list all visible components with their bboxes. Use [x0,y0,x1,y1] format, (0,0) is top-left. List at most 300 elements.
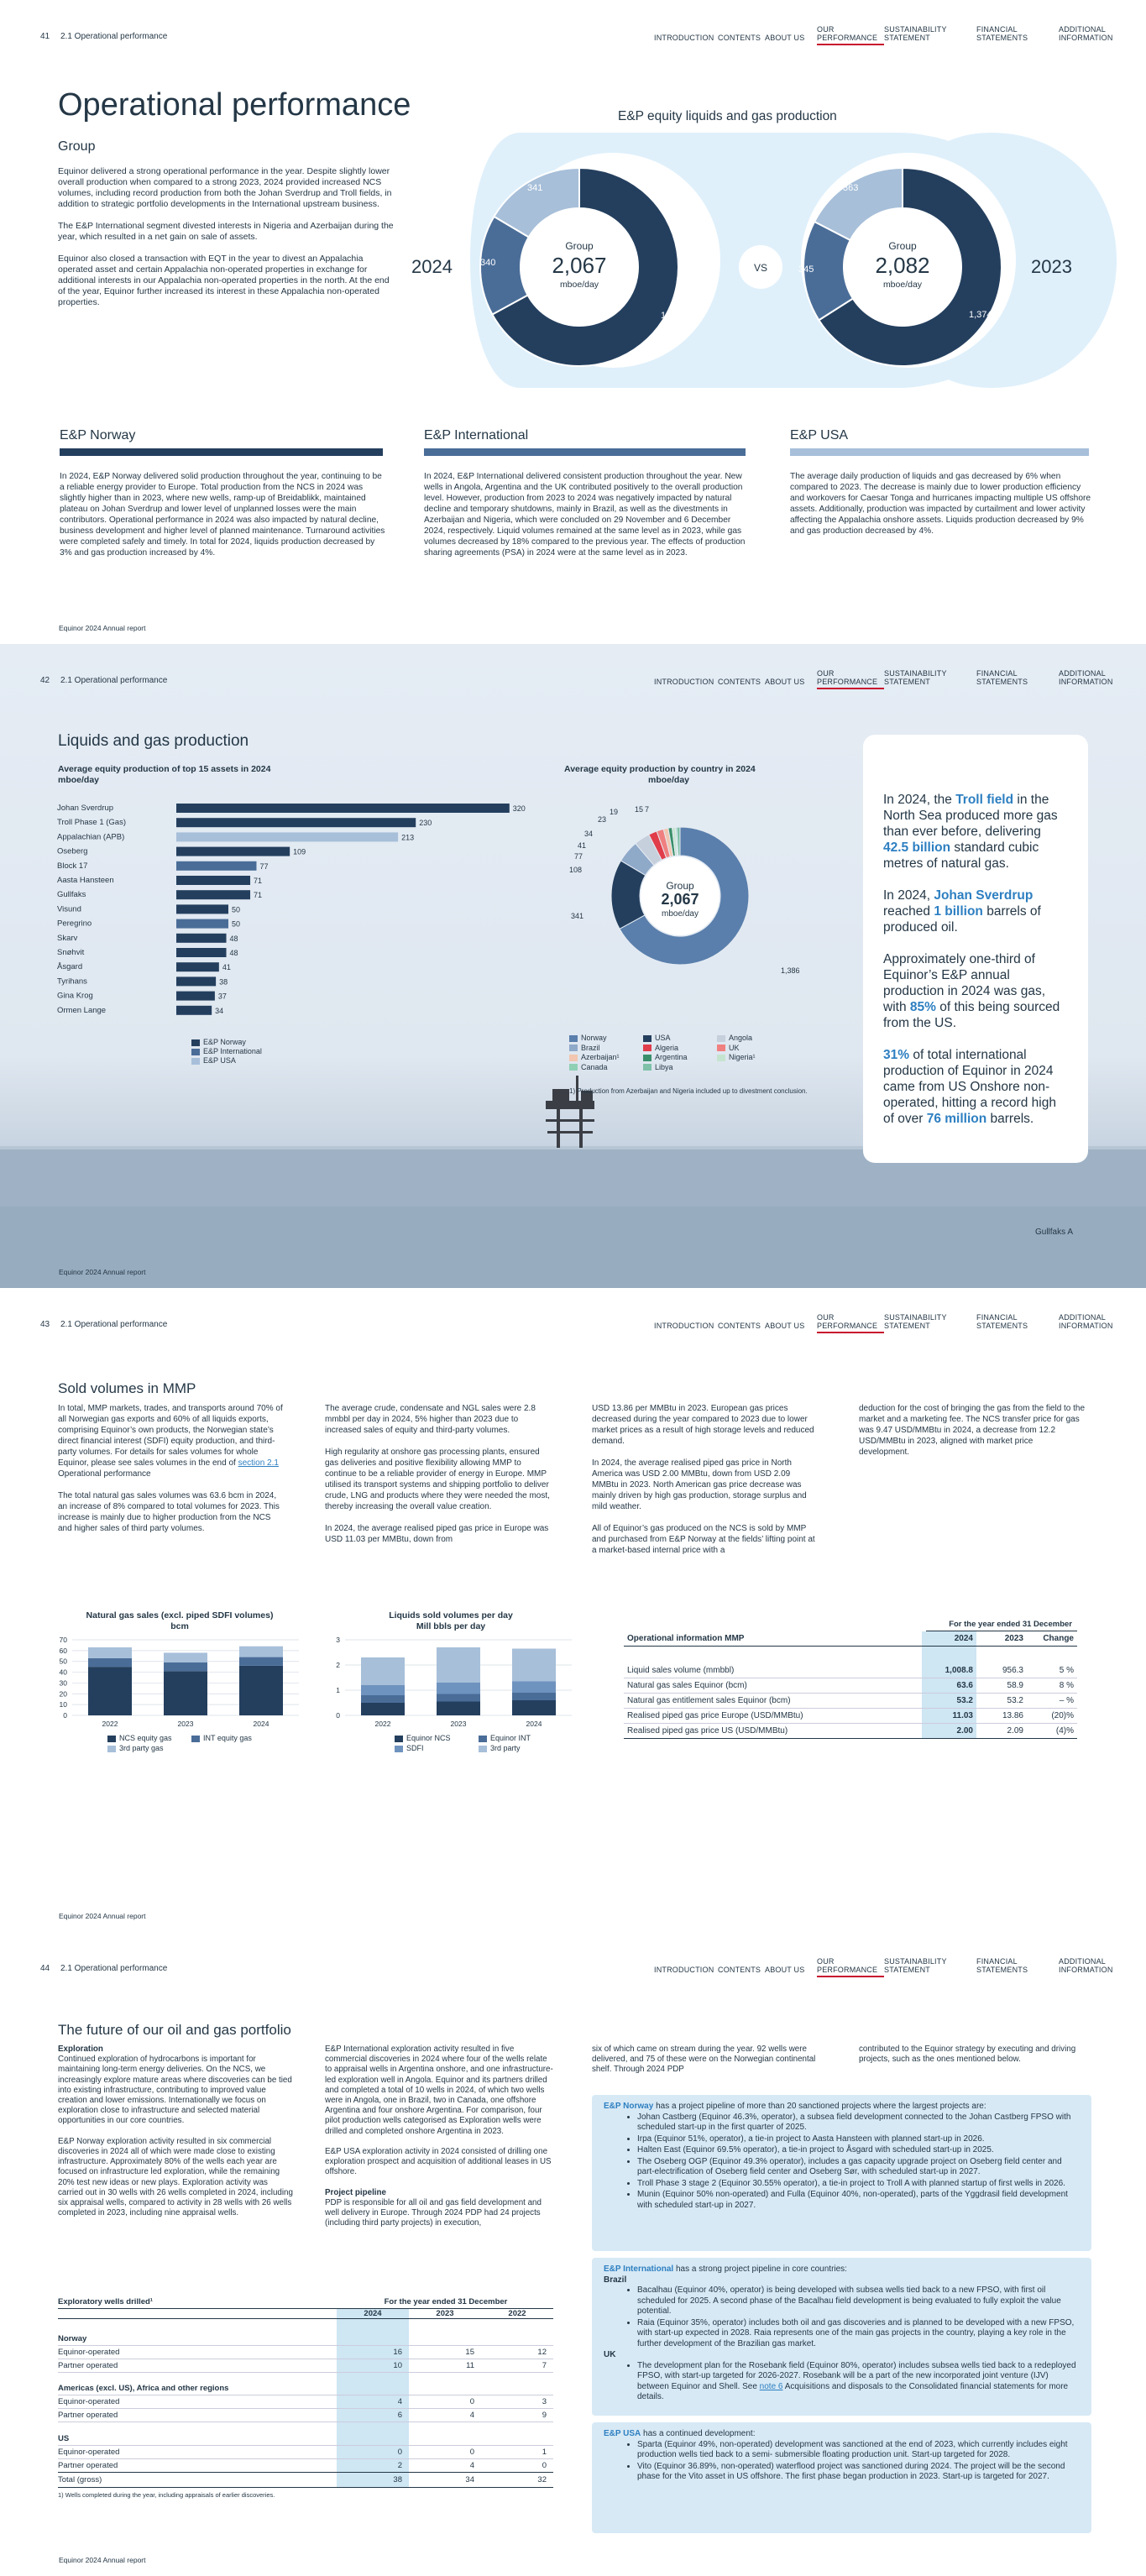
bar [176,818,416,827]
chart-title: E&P equity liquids and gas production [618,109,837,123]
country-label: UK [604,2350,616,2359]
donut-value-label: 23 [598,815,607,824]
nav-financial-statements[interactable] [976,1957,1059,1977]
y-tick-label: 60 [59,1646,67,1655]
subheading: Exploration [58,2045,103,2054]
nav-label: STATEMENTS [976,1966,1028,1974]
nav-label: SUSTAINABILITY [884,1313,947,1322]
page-43 [0,1288,1146,1932]
list-item: • Irpa (Equinor 51%, operator), a tie-in project to Aasta Hansteen with planned start-up in 2026. [637,2134,1080,2145]
legend-item [191,1047,262,1056]
bar [176,992,215,1001]
paragraph: E&P Norway exploration activity resulted in six commercial discoveries in 2024 all of which were made close to existing infrastructure. Approximately 80% of the wells each year are focused on infrastructure led exploration, while the remaining 20% test new ideas or new plays. Exploration activity was carried out in 30 wells with 26 wells completed in 2024, including six appraisal wells, compared to activity in 28 wells with 26 wells completed in 2023, including nine appraisal wells. [58,2136,293,2218]
legend-item [717,1034,791,1044]
paragraph: deduction for the cost of bringing the gas from the field to the market and a marketing fee. The NCS transfer price for gas was 9.47 USD/MMBtu in 2024, a decrease from 12.2 USD/MMBtu in 2023, aligned with market price development. [859,1404,1086,1457]
nav-additional-info[interactable] [1059,669,1121,689]
legend-swatch [717,1055,725,1061]
nav-label: ADDITIONAL [1059,1313,1107,1322]
legend-label: E&P Norway [203,1038,246,1046]
donut-value-label: 7 [645,805,650,814]
bar [176,804,510,813]
nav-label: OUR [817,669,835,678]
nav-label: SUSTAINABILITY [884,25,947,34]
legend-item: NCS equity gas [107,1733,191,1743]
bar-category-label: Skarv [57,933,78,943]
segment-heading: E&P Norway [60,428,136,442]
legend-item: Equinor INT [479,1733,563,1743]
callout-us-onshore: 31% of total international production of Equinor in 2024 came from US Onshore non-operated, hitting a record high of over 76 million barrels. [883,1048,1056,1126]
col-header: Change [1043,1634,1074,1643]
title-line: Average equity production of top 15 assets in 2024 [58,764,271,774]
page-title: Liquids and gas production [58,732,249,750]
legend-swatch [191,1049,200,1055]
footnote: 1) Production from Azerbaijan and Nigeria included up to divestment conclusion. [569,1087,808,1095]
nav-label: ADDITIONAL [1059,1957,1107,1966]
y-tick-label: 40 [59,1668,67,1677]
legend-item: SDFI [395,1743,479,1753]
nav-financial-statements[interactable] [976,1313,1059,1333]
nav-label: ADDITIONAL [1059,25,1107,34]
y-tick-label: 30 [59,1678,67,1688]
nav-additional-info[interactable] [1059,25,1121,45]
stacked-bar-segment [239,1647,283,1657]
bar-legend [191,1038,262,1065]
text-col-4: contributed to the Equinor strategy by executing and driving projects, such as the ones mentioned below. [859,2045,1076,2065]
bar [176,904,228,914]
legend-item [569,1034,643,1044]
page-header [40,1313,1121,1340]
bar-value-label: 71 [254,891,263,900]
paragraph: E&P International exploration activity resulted in five commercial discoveries in 2024 where four of the wells relate to appraisal wells in Argentina onshore, and one infrastructure-led exploration well in Angola. Equinor and its partners drilled and completed a total of 10 wells in 2024, of which two wells were in Angola, one in Brazil, two in Canada, one offshore Argentina and four onshore Argentina. For comparison, four pilot production wells categorised as Exploration wells were drilled and completed onshore Argentina in 2023. [325,2045,553,2136]
nav-sustainability[interactable] [884,1957,976,1977]
paragraph: E&P USA exploration activity in 2024 consisted of drilling one exploration prospect and acquisition of additional leases in US offshore. [325,2147,552,2177]
stacked-bar-segment [512,1700,556,1715]
label-2023-usa: 363 [843,183,859,193]
bar-category-label: Block 17 [57,861,88,871]
list-item: • The Oseberg OGP (Equinor 49.3% operator), includes a gas capacity upgrade project on Oseberg field center and part-electrification of Oseberg field center and Oseberg Sør, with scheduled start-up in 2027. [637,2157,1080,2178]
gas-chart-title: Natural gas sales (excl. piped SDFI volumes) bcm [86,1610,274,1631]
nav-label: PERFORMANCE [817,34,878,42]
top-assets-bar-chart [50,802,537,1015]
page-44 [0,1932,1146,2576]
subheading: Project pipeline [325,2187,386,2197]
y-tick-label: 70 [59,1636,67,1644]
stacked-bar-segment [361,1685,405,1695]
donut-value-label: 19 [610,808,619,816]
nav-introduction[interactable]: INTRODUCTION [654,678,714,686]
gas-sales-chart [49,1636,309,1728]
page-title: Operational performance [58,87,411,123]
project-list [637,2440,1080,2483]
bar-category-label: Aasta Hansteen [57,876,114,885]
table-row: Realised piped gas price Europe (USD/MMBtu) 11.03 13.86 (20)% [624,1708,1077,1723]
col-header: 2023 [1004,1634,1023,1643]
donut-2023-group: Group [888,240,917,252]
legend-label: USA [655,1034,671,1042]
callout-gas: Approximately one-third of Equinor’s E&P annual production in 2024 was gas, with 85% of this being sourced from the US. [883,952,1060,1030]
box-norway: E&P Norway has a project pipeline of more than 20 sanctioned projects where the largest projects are: • Johan Castberg (Equinor 46.3%, operator), a subsea field development connected to the Johan Castberg FPSO with scheduled start-up in the first quarter of 2025. • Irpa (Equinor 51%, operator), a tie-in project to Aasta Hansteen with planned start-up in 2026. • Halten East (Equinor 69.5% operator), a tie-in project to Åsgard with scheduled start-up in 2025. • The Oseberg OGP (Equinor 49.3% operator), includes a gas capacity upgrade project on Oseberg field center and part-electrification of Oseberg field center and Oseberg Sør, with scheduled start-up in 2027. • Troll Phase 3 stage 2 (Equinor 30.55% operator), a tie-in project to Troll A with planned startup of first wells in 2026. • Munin (Equinor 50% non-operated) and Fulla (Equinor 40%, non-operated), parts of the Yggdrasil field development with scheduled start-up in 2027. [592,2095,1091,2251]
y-tick-label: 3 [336,1636,340,1644]
page-title: Sold volumes in MMP [58,1380,196,1396]
donut-2023-unit: mboe/day [882,280,923,290]
group-row: Americas (excl. US), Africa and other regions [58,2382,553,2395]
nav-about-us[interactable]: ABOUT US [765,34,805,42]
legend-item [191,1038,262,1047]
nav-label: OUR [817,25,835,34]
paragraph: USD 13.86 per MMBtu in 2023. European gas prices decreased during the year compared to 2023 due to lower market prices as a result of high storage levels and reduced demand. [592,1404,814,1446]
section-link[interactable]: section 2.1 [238,1458,279,1468]
nav-label: OUR [817,1313,835,1322]
bar-category-label: Gina Krog [57,991,93,1001]
donut-value-label: 34 [584,830,594,838]
legend-label: Brazil [581,1043,600,1052]
mmp-table [624,1620,1077,1739]
col-header: Operational information MMP [627,1634,745,1643]
nav-introduction[interactable]: INTRODUCTION [654,34,714,42]
table-period: For the year ended 31 December [926,1620,1077,1631]
legend-swatch [569,1045,578,1051]
bar-value-label: 50 [232,905,241,914]
paragraph: High regularity at onshore gas processing plants, ensured gas deliveries and positive flexibility allowing MMP to continue to be a reliable provider of energy in Europe. MMP utilised its transport systems and shipping portfolio to deliver crude, LNG and products where they were needed the most, thereby increasing the overall value creation. [325,1448,550,1511]
nav-our-performance[interactable] [817,25,884,45]
donut-value-label: 108 [569,866,583,874]
group-row: US [58,2432,553,2446]
x-tick-label: 2022 [374,1720,391,1728]
legend-label: Argentina [655,1053,688,1061]
page-number: 44 [40,1964,50,1973]
table-row: Natural gas entitlement sales Equinor (bcm) 53.2 53.2 – % [624,1693,1077,1708]
x-tick-label: 2024 [526,1720,542,1728]
nav-label: PERFORMANCE [817,1966,878,1974]
donut-value-label: 15 [635,805,644,814]
country-legend [569,1034,791,1072]
title-line: mboe/day [58,775,100,785]
nav-label: ADDITIONAL [1059,669,1107,678]
segment-text: In 2024, E&P Norway delivered solid production throughout the year, continuing to be a reliable energy provider to Europe. Total production from the NCS in 2024 was slightly higher than in 2023, where new wells, ramp-up of Breidablikk, maintained plateau on Johan Sverdrup and lower level of unplanned losses were the main contributors. Operational performance in 2024 was also impacted by natural decline, business development and higher level of planned maintenance. Turnaround activities were completed safely and timely. In total for 2024, liquids production decreased by 3% and gas production increased by 4%. [60,472,385,558]
bar [176,1006,212,1015]
donut-2024-total: 2,067 [552,253,607,278]
nav-introduction[interactable]: INTRODUCTION [654,1966,714,1974]
nav-about-us[interactable]: ABOUT US [765,678,805,686]
liquids-legend [395,1733,563,1753]
bar-category-label: Gullfaks [57,890,86,900]
y-tick-label: 1 [336,1686,340,1694]
section-title: 2.1 Operational performance [60,676,168,685]
bar-category-label: Tyrihans [57,976,87,987]
nav-about-us[interactable]: ABOUT US [765,1322,805,1330]
bar-value-label: 34 [215,1006,224,1015]
legend-swatch [643,1045,651,1051]
list-item: • Sparta (Equinor 49%, non-operated) development was sanctioned at the end of 2023, which currently includes eight production wells tied back to a semi- submersible floating production unit. Start-up targeted for 2028. [637,2440,1080,2461]
nav-label: STATEMENT [884,1966,930,1974]
group-row: Norway [58,2333,553,2346]
legend-label: UK [729,1043,740,1052]
segment-heading: E&P USA [790,428,849,442]
bar-category-label: Johan Sverdrup [57,804,114,813]
nav-sustainability[interactable] [884,669,976,689]
stacked-bar-segment [437,1683,480,1694]
stacked-bar-segment [437,1702,480,1716]
label-2023-intl: 345 [798,264,814,275]
bar-category-label: Ormen Lange [57,1005,107,1015]
nav-contents[interactable]: CONTENTS [718,34,761,42]
project-list [637,2361,1080,2403]
legend-label: Algeria [655,1043,679,1052]
nav-sustainability[interactable] [884,25,976,45]
donut-2023-total: 2,082 [875,253,930,278]
section-title: 2.1 Operational performance [60,1964,168,1973]
segment-bar [424,448,746,456]
label-2024-norway: 1,386 [661,311,684,321]
project-list [637,2113,1080,2212]
nav-additional-info[interactable] [1059,1313,1121,1333]
legend-label: Azerbaijan¹ [581,1053,620,1061]
project-list [637,2285,1080,2349]
x-tick-label: 2023 [450,1720,467,1728]
legend-swatch [191,1039,200,1046]
stacked-bar-segment [164,1652,207,1662]
paragraph: PDP is responsible for all oil and gas field development and well delivery in Europe. Through 2024 PDP had 24 projects (including third party projects) in execution, [325,2198,542,2228]
segment-bar [790,448,1089,456]
legend-item: 3rd party [479,1743,563,1753]
y-tick-label: 0 [63,1711,67,1720]
list-item: • Vito (Equinor 36.89%, non-operated) waterflood project was sanctioned during 2024. The project will be the second phase for the Vito asset in US offshore. The first phase began production in 2023. Start-up is targeted for 2027. [637,2462,1080,2483]
paragraph: In 2024, the average realised piped gas price in Europe was USD 11.03 per MMBtu, down from [325,1524,549,1544]
legend-swatch [569,1055,578,1061]
table-period: For the year ended 31 December [384,2297,508,2306]
nav-label: STATEMENT [884,1322,930,1330]
total-row: Total (gross) 38 34 32 [58,2472,553,2487]
wells-table [58,2297,553,2499]
bar [176,876,250,885]
legend-item: 3rd party gas [107,1743,191,1753]
nav-label: INFORMATION [1059,1966,1113,1974]
bar-value-label: 109 [293,847,306,856]
legend-item [569,1053,643,1063]
bar [176,948,227,957]
vs-label: VS [753,262,768,274]
nav-sustainability[interactable] [884,1313,976,1333]
table-note: 1) Wells completed during the year, including appraisals of earlier discoveries. [58,2490,275,2499]
donut-2024-unit: mboe/day [559,280,599,290]
paragraph: In 2024, the average realised piped gas price in North America was USD 2.00 MMBtu, down from USD 2.09 MMBtu in 2023. North American gas price decrease was mainly driven by high gas production, storage surplus and mild weather. [592,1458,807,1511]
bar [176,832,398,841]
nav-label: FINANCIAL [976,1313,1018,1322]
list-item: • Munin (Equinor 50% non-operated) and Fulla (Equinor 40%, non-operated), parts of the Yggdrasil field development with scheduled start-up in 2027. [637,2190,1080,2211]
text-col-2 [325,2045,556,2229]
top-nav [654,1957,1121,1977]
legend-swatch [643,1055,651,1061]
list-item: • The development plan for the Rosebank field (Equinor 80%, operator) includes subsea wells tied back to a redeployed FPSO, with start-up targeted for 2026-2027. Rosebank will be a part of the new incorporated joint venture (IJV) between Equinor and Shell. See note 6 Acquisitions and disposals to the Consolidated financial statements for more details. [637,2361,1080,2403]
section-title: 2.1 Operational performance [60,1320,168,1329]
group-paragraph: Equinor also closed a transaction with EQT in the year to divest an Appalachia operated asset and certain Appalachia non-operated properties in exchange for additional interests in our Appalachia non-operated properties in the north. At the end of the year, Equinor further increased its interest in these Appalachia non-operated properties. [58,254,390,307]
donut-center-unit: mboe/day [662,909,699,919]
donut-center-label: Group [666,880,694,892]
y-tick-label: 20 [59,1689,67,1699]
footer: Equinor 2024 Annual report [59,624,146,632]
nav-contents[interactable]: CONTENTS [718,678,761,686]
stacked-bar-segment [512,1693,556,1700]
stacked-bar-segment [88,1647,132,1658]
page-42 [0,644,1146,1288]
label-2024-usa: 341 [527,183,543,193]
table-row: Equinor-operated 0 0 1 [58,2445,553,2458]
list-item: • Raia (Equinor 35%, operator) includes both oil and gas discoveries and is planned to be developed with a new FPSO, with start-up expected in 2028. Raia represents one of the main gas projects in the country, playing a key role in the further development of the Brazilian gas market. [637,2318,1080,2350]
stacked-bar-segment [239,1666,283,1715]
country-label: Brazil [604,2275,627,2285]
top-nav [654,669,1121,689]
nav-label: SUSTAINABILITY [884,1957,947,1966]
segment-text: In 2024, E&P International delivered consistent production throughout the year. New wells in Angola, Argentina and the UK contributed positively to the overall production level. However, production from 2023 to 2024 was negatively impacted by natural decline and temporary shutdowns, mainly in Brazil, as well as the divestments in Azerbaijan and Nigeria, which were concluded on 29 November and 6 December 2024, respectively. Liquid volumes remained at the same level as in 2023, while gas volumes decreased by 18% compared to the previous year. The effects of production sharing agreements (PSA) in 2024 were at the same level as in 2023. [424,472,746,558]
legend-item [643,1044,717,1054]
nav-label: INFORMATION [1059,34,1113,42]
group-text [58,166,394,308]
stacked-bar-segment [512,1682,556,1694]
nav-additional-info[interactable] [1059,1957,1121,1977]
legend-item [717,1044,791,1054]
label-2024-intl: 340 [480,258,496,268]
nav-label: INFORMATION [1059,678,1113,686]
table-row: Equinor-operated 16 15 12 [58,2345,553,2359]
top-nav [654,1313,1121,1333]
title-line: mboe/day [648,775,690,785]
year-2024-label: 2024 [411,256,453,277]
stacked-bar-segment [239,1657,283,1666]
text-col-3: six of which came on stream during the year. 92 wells were delivered, and 75 of these were on the Norwegian continental shelf. Through 2024 PDP [592,2045,816,2075]
stacked-bar-segment [88,1667,132,1715]
page-header [40,25,1121,52]
nav-contents[interactable]: CONTENTS [718,1322,761,1330]
table-header [624,1631,1077,1647]
legend-label: E&P International [203,1047,262,1055]
legend-label: Nigeria¹ [729,1053,756,1061]
bar [176,919,228,929]
legend-swatch [643,1064,651,1071]
nav-financial-statements[interactable] [976,669,1059,689]
nav-our-performance[interactable] [817,1313,884,1333]
callout-sverdrup: In 2024, Johan Sverdrup reached 1 billion barrels of produced oil. [883,888,1041,935]
page-41 [0,0,1146,644]
y-tick-label: 2 [336,1661,340,1669]
bar [176,847,290,856]
nav-label: STATEMENTS [976,678,1028,686]
bar [176,962,219,971]
bar [176,976,216,986]
segment-text: The average daily production of liquids and gas decreased by 6% when compared to 2023. The decrease is mainly due to lower production efficiency and workovers for Caesar Tonga and hurricanes impacting multiple US offshore assets. Additionally, production was impacted by curtailment and lower activity affecting the Appalachia onshore assets. Liquids production decreased by 9% and gas production decreased by 4%. [790,472,1091,536]
legend-label: Angola [729,1034,753,1042]
stacked-bar-segment [164,1662,207,1671]
bar-value-label: 50 [232,919,241,929]
page-header [40,1957,1121,1984]
legend-item [643,1063,717,1073]
list-item: • Johan Castberg (Equinor 46.3%, operator), a subsea field development connected to the Johan Castberg FPSO with scheduled start-up in the first quarter of 2025. [637,2113,1080,2134]
paragraph: Continued exploration of hydrocarbons is important for maintaining long-term energy deliveries. On the NCS, we increasingly explore mature areas where discoveries can be tied into existing infrastructure, contributing to improved value creation and lower emissions. Internationally we focus on exploration close to infrastructure and selected material opportunities in our core countries. [58,2055,292,2126]
nav-our-performance[interactable] [817,669,884,689]
legend-swatch [191,1058,200,1065]
bar-category-label: Visund [57,904,81,914]
bar [176,890,250,899]
bar-value-label: 48 [229,949,238,957]
legend-swatch [643,1035,651,1042]
callout-troll: In 2024, the Troll field in the North Sea produced more gas than ever before, delivering 42.5 billion standard cubic metres of natural gas. [883,793,1058,871]
table-row: Natural gas sales Equinor (bcm) 63.6 58.9 8 % [624,1678,1077,1693]
legend-item [717,1053,791,1063]
page-number: 42 [40,676,50,685]
nav-label: STATEMENT [884,678,930,686]
spacer-row [624,1647,1077,1663]
stacked-bar-segment [361,1695,405,1703]
donut-center-total: 2,067 [661,891,699,908]
stacked-bar-segment [437,1694,480,1702]
legend-item: INT equity gas [191,1733,275,1743]
callout-panel [863,735,1088,1163]
paragraph: The total natural gas sales volumes was 63.6 bcm in 2024, an increase of 8% compared to total volumes for 2023. This increase is mainly due to higher production from the NCS and higher sales of third party volumes. [58,1491,280,1533]
text-col-1 [58,2045,293,2218]
y-tick-label: 0 [336,1711,340,1720]
donut-value-label: 41 [578,841,587,850]
legend-item [569,1063,643,1073]
group-paragraph: The E&P International segment divested interests in Nigeria and Azerbaijan during the year, which resulted in a net gain on sale of assets. [58,221,394,242]
note-link[interactable]: note 6 [759,2381,783,2391]
nav-label: STATEMENTS [976,34,1028,42]
text-col-1 [58,1403,285,1534]
table-header: 2024 2023 2022 [58,2309,553,2319]
group-paragraph: Equinor delivered a strong operational performance in the year. Despite slightly lower overall production when compared to a strong 2023, 2024 provided increased NCS volumes, including record production from both the Johan Sverdrup and Troll fields, in addition to strategic portfolio developments in the International upstream business. [58,166,392,209]
table-title: Exploratory wells drilled¹ [58,2297,153,2306]
photo-caption: Gullfaks A [1035,1228,1074,1237]
nav-about-us[interactable]: ABOUT US [765,1966,805,1974]
table-row: Realised piped gas price US (USD/MMBtu) 2.00 2.09 (4)% [624,1723,1077,1738]
bar-category-label: Snøhvit [57,948,85,957]
nav-introduction[interactable]: INTRODUCTION [654,1322,714,1330]
bar-category-label: Troll Phase 1 (Gas) [57,818,127,828]
legend-item [191,1056,262,1065]
nav-contents[interactable]: CONTENTS [718,1966,761,1974]
paragraph: All of Equinor’s gas produced on the NCS is sold by MMP and purchased from E&P Norway at the fields’ lifting point at a market-based internal price with a [592,1524,815,1555]
gas-legend [107,1733,275,1753]
text-col-4 [859,1403,1086,1458]
box-international: E&P International has a strong project pipeline in core countries: Brazil • Bacalhau (Equinor 40%, operator) is being developed with subsea wells tied back to a new FPSO, with first oil scheduled for 2025. A second phase of the Bacalhau field development is being evaluated to fully exploit the value potential. • Raia (Equinor 35%, operator) includes both oil and gas discoveries and is planned to be developed with a new FPSO, with start-up expected in 2028. Raia represents one of the main gas projects in the country, playing a key role in the further development of the Brazilian gas market. UK • The development plan for the Rosebank field (Equinor 80%, operator) includes subsea wells tied back to a redeployed FPSO, with start-up targeted for 2026-2027. Rosebank will be a part of the new incorporated joint venture (IJV) between Equinor and Shell. See note 6 Acquisitions and disposals to the Consolidated financial statements for more details. [592,2258,1091,2416]
page-title: The future of our oil and gas portfolio [58,2022,291,2038]
donut-value-label: 77 [574,852,583,861]
x-tick-label: 2024 [253,1720,269,1728]
segment-heading: E&P International [424,428,529,442]
donut-chart-title [564,764,756,786]
nav-label: STATEMENT [884,34,930,42]
paragraph: The average crude, condensate and NGL sales were 2.8 mmbbl per day in 2024, 5% higher than 2023 due to increased sales of equity and third-party volumes. [325,1404,536,1435]
year-2023-label: 2023 [1031,256,1072,277]
bar-category-label: Oseberg [57,846,88,856]
y-tick-label: 10 [59,1700,67,1709]
top-nav [654,25,1121,45]
list-item: • Bacalhau (Equinor 40%, operator) is being developed with subsea wells tied back to a new FPSO, with first oil scheduled for 2025. A second phase of the Bacalhau field development is being evaluated to fully exploit the value potential. [637,2285,1080,2317]
nav-our-performance[interactable] [817,1957,884,1977]
x-tick-label: 2023 [177,1720,194,1728]
legend-item: Equinor NCS [395,1733,479,1743]
nav-financial-statements[interactable] [976,25,1059,45]
legend-swatch [717,1045,725,1051]
bar-value-label: 38 [219,977,228,987]
nav-label: FINANCIAL [976,1957,1018,1966]
bar [176,861,256,871]
footer: Equinor 2024 Annual report [59,1912,146,1920]
x-tick-label: 2022 [102,1720,118,1728]
footer: Equinor 2024 Annual report [59,2556,146,2564]
bar-category-label: Appalachian (APB) [57,832,125,842]
text-col-3 [592,1403,819,1556]
table-row: Equinor-operated 4 0 3 [58,2395,553,2409]
nav-label: OUR [817,1957,835,1966]
